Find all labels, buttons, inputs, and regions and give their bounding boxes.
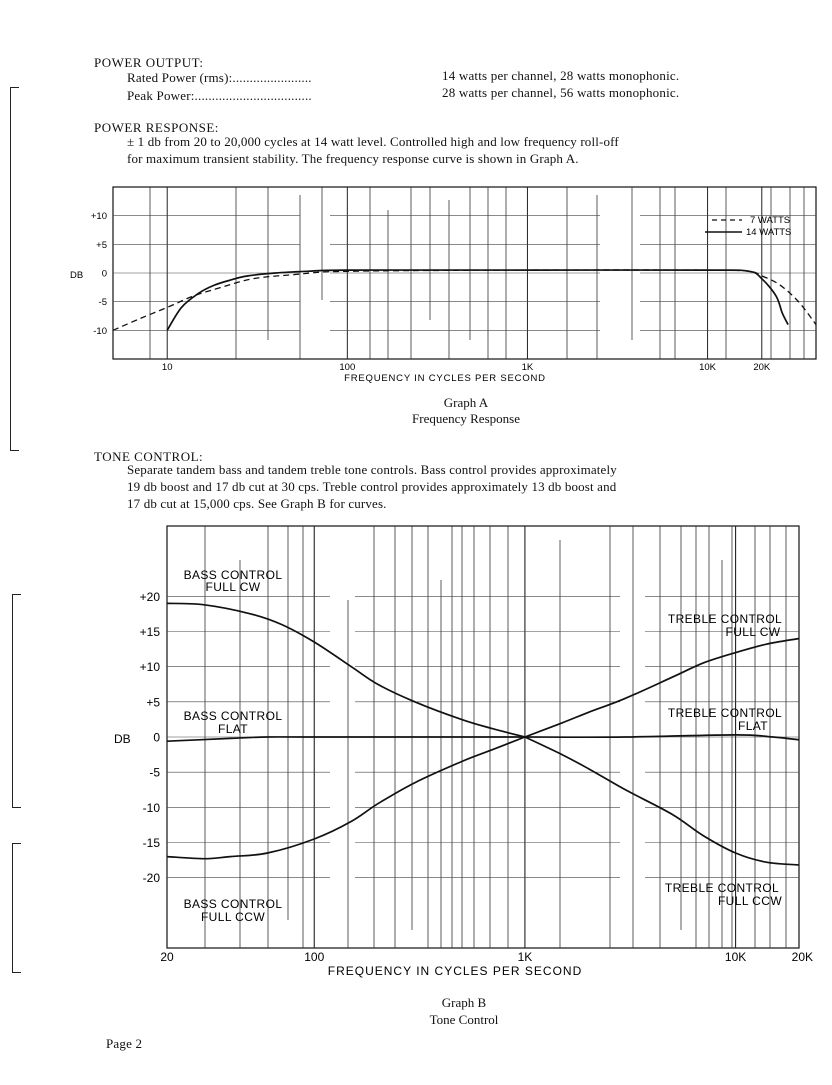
legend-label-7w: 7 WATTS bbox=[750, 215, 791, 226]
graph-a-x-ticks bbox=[162, 362, 771, 373]
graph-b-series bbox=[167, 603, 799, 865]
graph-b-curve-label-sub: FULL CCW bbox=[200, 910, 266, 924]
peak-power-label: Peak Power:.................................. bbox=[127, 88, 312, 103]
tone-control-line: 19 db boost and 17 db cut at 30 cps. Treble control provides approximately 13 db boost and bbox=[127, 479, 617, 494]
graph-b-x-tick-label: 100 bbox=[304, 950, 325, 964]
rated-power-label: Rated Power (rms):....................... bbox=[127, 70, 312, 85]
graph-a-caption-title: Graph A bbox=[443, 395, 489, 410]
graph-a-x-label: FREQUENCY IN CYCLES PER SECOND bbox=[344, 373, 546, 384]
graph-a-y-ticks bbox=[91, 211, 107, 337]
graph-b-curve-label: TREBLE CONTROL bbox=[664, 881, 780, 895]
graph-b-curve-label: BASS CONTROL bbox=[183, 709, 283, 723]
graph-b-curve-label-sub: FULL CW bbox=[725, 625, 781, 639]
power-output-heading: POWER OUTPUT: bbox=[94, 55, 204, 70]
graph-a-x-tick-label: 100 bbox=[339, 362, 356, 373]
graph-b-x-label: FREQUENCY IN CYCLES PER SECOND bbox=[327, 964, 583, 978]
graph-b-series-bass-control-flat bbox=[167, 737, 525, 741]
graph-a-x-tick-label: 10K bbox=[699, 362, 717, 373]
graph-a-x-tick-label: 10 bbox=[161, 362, 173, 373]
graph-a-series-7-watts bbox=[113, 270, 816, 330]
graph-b-x-tick-label: 1K bbox=[517, 950, 533, 964]
graph-b-x-tick-label: 20K bbox=[791, 950, 813, 964]
graph-b-y-tick-label: -5 bbox=[149, 765, 160, 780]
graph-b-curve-label-sub: FLAT bbox=[737, 719, 769, 733]
graph-a-series-14-watts bbox=[167, 270, 788, 330]
graph-b-curve-label: BASS CONTROL bbox=[183, 568, 283, 582]
graph-a-caption-sub: Frequency Response bbox=[412, 411, 520, 426]
graph-b-x-ticks bbox=[160, 950, 813, 964]
graph-a-legend bbox=[705, 215, 791, 238]
graph-b-series-treble-control-flat bbox=[525, 735, 799, 740]
graph-b-series-treble-control-full-ccw bbox=[525, 737, 799, 865]
graph-b-y-tick-label: -10 bbox=[142, 800, 160, 815]
page-number: Page 2 bbox=[106, 1036, 143, 1051]
graph-b-y-tick-label: +15 bbox=[139, 625, 160, 639]
graph-b-curve-label: BASS CONTROL bbox=[183, 897, 283, 911]
graph-a-y-tick-label: +10 bbox=[90, 211, 107, 223]
graph-b-series-bass-control-full-ccw bbox=[167, 737, 525, 859]
tone-control-line: Separate tandem bass and tandem treble tone controls. Bass control provides approximately bbox=[127, 462, 617, 477]
graph-a-grid bbox=[113, 187, 816, 359]
graph-a-y-label: DB bbox=[70, 270, 84, 281]
graph-b-curve-label: TREBLE CONTROL bbox=[667, 612, 783, 626]
power-response-heading: POWER RESPONSE: bbox=[94, 120, 219, 135]
power-response-line: for maximum transient stability. The frequency response curve is shown in Graph A. bbox=[127, 151, 579, 166]
graph-b-y-ticks bbox=[140, 590, 161, 885]
graph-b-y-tick-label: +5 bbox=[146, 695, 160, 710]
graph-a-series bbox=[113, 270, 816, 330]
graph-b-y-tick-label: -20 bbox=[142, 871, 160, 886]
graph-a-y-tick-label: +5 bbox=[96, 239, 107, 251]
graph-a-y-tick-label: -10 bbox=[93, 325, 107, 337]
graph-b-y-tick-label: +10 bbox=[139, 660, 160, 675]
rated-power-value: 14 watts per channel, 28 watts monophonic. bbox=[442, 68, 680, 83]
graph-b-chart bbox=[0, 515, 832, 985]
graph-b-caption-sub: Tone Control bbox=[429, 1012, 499, 1027]
graph-b-y-tick-label: -15 bbox=[142, 836, 160, 850]
graph-a-x-tick-label: 1K bbox=[521, 362, 534, 373]
graph-b-curve-label-sub: FULL CCW bbox=[717, 894, 783, 908]
tone-control-line: 17 db cut at 15,000 cps. See Graph B for curves. bbox=[127, 496, 387, 511]
graph-a-y-tick-label: -5 bbox=[98, 297, 107, 309]
peak-power-value: 28 watts per channel, 56 watts monophonic. bbox=[442, 85, 680, 100]
graph-b-x-tick-label: 20 bbox=[160, 950, 174, 964]
graph-a-chart bbox=[0, 180, 832, 390]
power-response-line: ± 1 db from 20 to 20,000 cycles at 14 watt level. Controlled high and low frequency roll-off bbox=[127, 134, 619, 149]
graph-b-caption-title: Graph B bbox=[441, 995, 487, 1010]
graph-b-y-label: DB bbox=[114, 732, 131, 746]
graph-b-y-tick-label: +20 bbox=[139, 589, 160, 604]
graph-b-x-tick-label: 10K bbox=[724, 950, 747, 964]
graph-a-y-tick-label: 0 bbox=[101, 268, 107, 280]
legend-label-14w: 14 WATTS bbox=[746, 227, 792, 238]
graph-b-curve-label-sub: FLAT bbox=[217, 722, 249, 736]
graph-b-curve-label-sub: FULL CW bbox=[205, 580, 261, 594]
graph-b-y-tick-label: 0 bbox=[153, 730, 160, 745]
graph-a-x-tick-label: 20K bbox=[753, 362, 771, 373]
tone-control-heading: TONE CONTROL: bbox=[94, 449, 204, 464]
graph-b-curve-label: TREBLE CONTROL bbox=[667, 706, 783, 720]
